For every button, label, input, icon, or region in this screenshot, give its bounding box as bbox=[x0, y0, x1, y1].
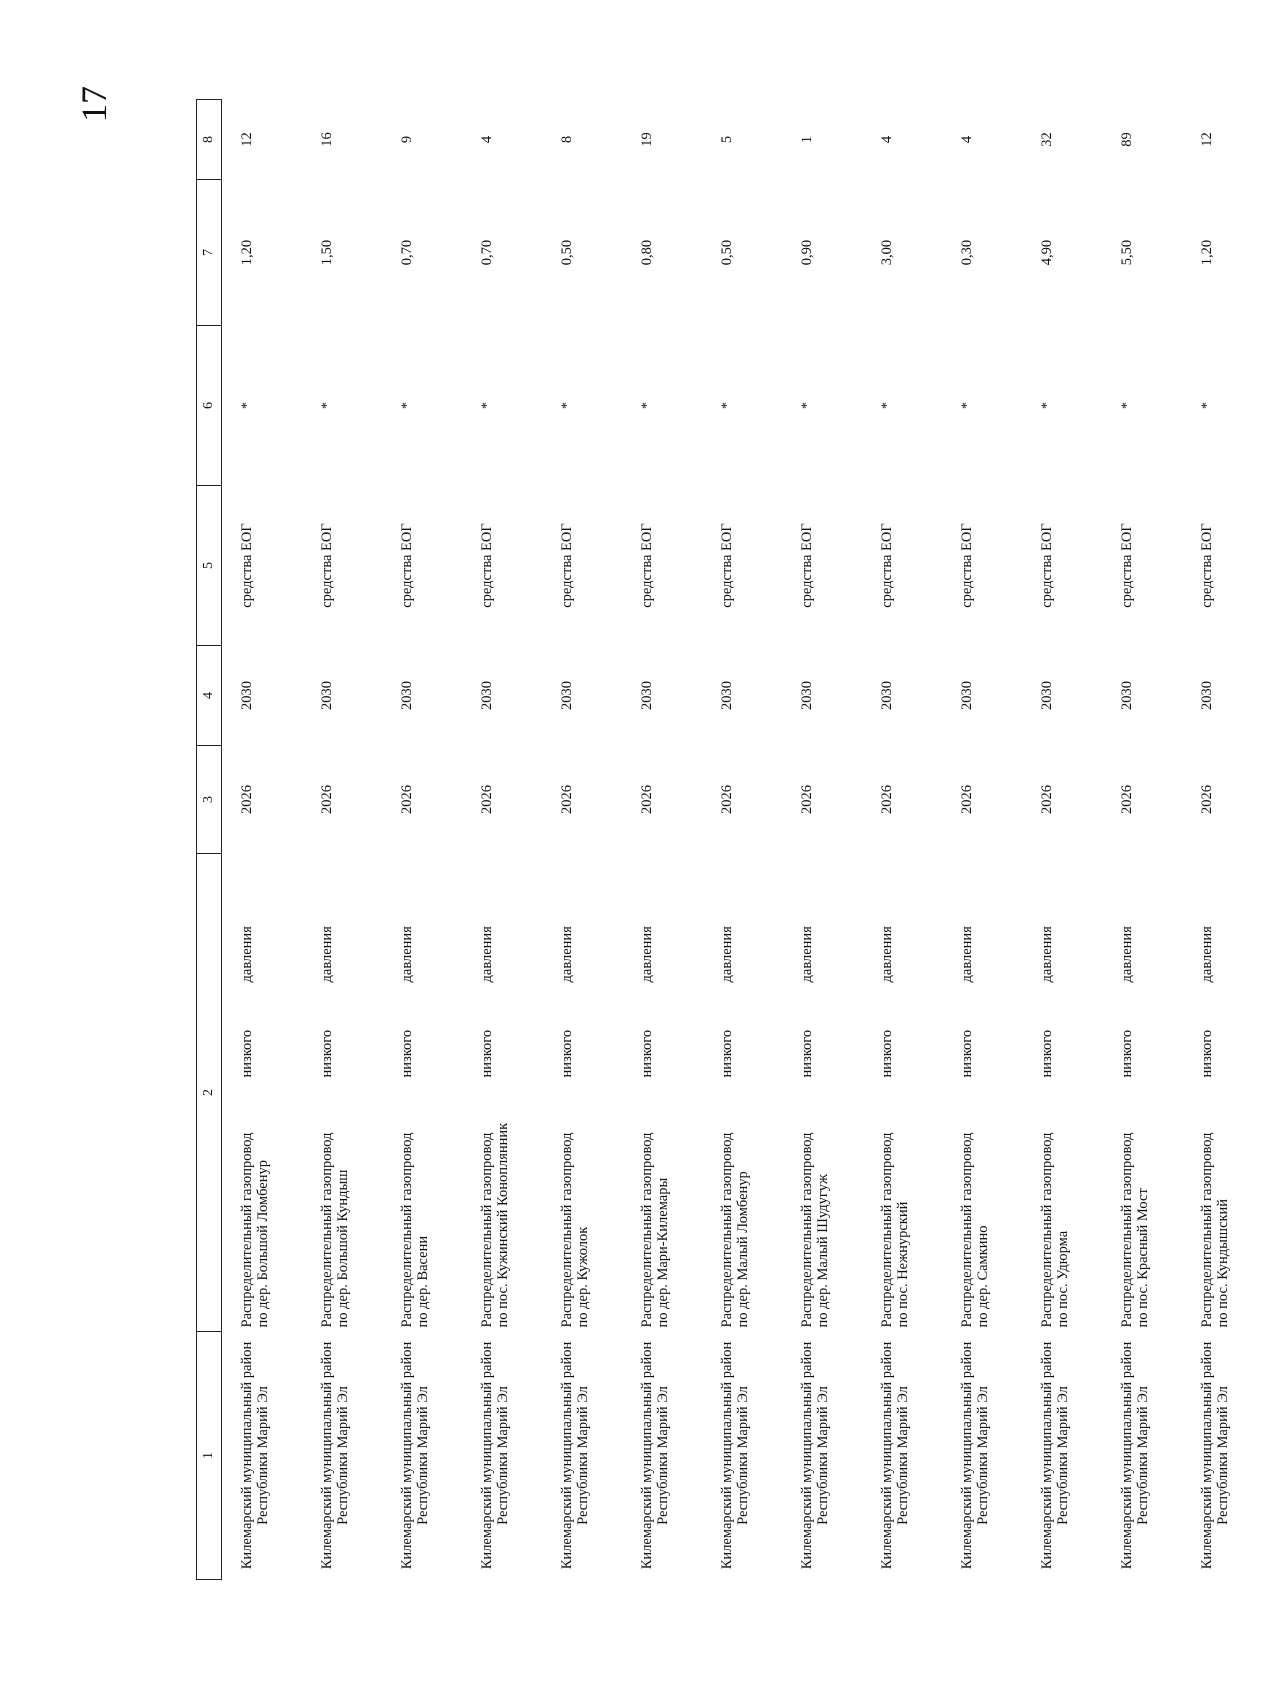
cell-count: 89 bbox=[1119, 132, 1135, 147]
object-line-1: Распределительный газопровод bbox=[719, 1132, 735, 1328]
cell-length: 0,30 bbox=[959, 239, 975, 266]
table-row bbox=[1102, 100, 1182, 1580]
cell-length: 4,90 bbox=[1039, 239, 1055, 266]
cell-start-year: 2026 bbox=[879, 785, 895, 814]
cell-region: Килемарский муниципальный район Республики Марий Эл bbox=[959, 1341, 991, 1570]
cell-end-year: 2030 bbox=[1039, 681, 1055, 710]
object-line-1: Распределительный газопровод bbox=[1119, 1132, 1135, 1328]
column-header-1: 1 bbox=[197, 1332, 222, 1580]
table-row bbox=[1022, 100, 1102, 1580]
object-low: низкого bbox=[639, 1029, 655, 1078]
cell-mark: * bbox=[559, 401, 575, 410]
cell-start-year: 2026 bbox=[239, 785, 255, 814]
table-row bbox=[862, 100, 942, 1580]
object-line-1: Распределительный газопровод bbox=[799, 1132, 815, 1328]
cell-end-year: 2030 bbox=[959, 681, 975, 710]
cell-object bbox=[862, 854, 942, 1332]
cell-count: 9 bbox=[399, 135, 415, 144]
object-pressure: давления bbox=[799, 926, 815, 983]
object-line-1: Распределительный газопровод bbox=[879, 1132, 895, 1328]
object-line-2: по дер. Большой Кундыш bbox=[335, 1169, 351, 1328]
cell-funding-source: средства ЕОГ bbox=[1199, 523, 1215, 608]
cell-length: 0,50 bbox=[719, 239, 735, 266]
cell-end-year: 2030 bbox=[319, 681, 335, 710]
cell-length: 1,20 bbox=[1199, 239, 1215, 266]
cell-region: Килемарский муниципальный район Республики Марий Эл bbox=[399, 1341, 431, 1570]
object-line-2: по дер. Большой Ломбенур bbox=[255, 1160, 271, 1328]
cell-count: 32 bbox=[1039, 132, 1055, 147]
cell-count: 8 bbox=[559, 135, 575, 144]
column-header-4: 4 bbox=[197, 646, 222, 746]
column-header-8: 8 bbox=[197, 100, 222, 180]
object-line-1: Распределительный газопровод bbox=[479, 1132, 495, 1328]
object-pressure: давления bbox=[399, 926, 415, 983]
object-line-2: по пос. Красный Мост bbox=[1135, 1188, 1151, 1328]
table-row bbox=[302, 100, 382, 1580]
object-line-2: по дер. Малый Ломбенур bbox=[735, 1171, 751, 1328]
cell-end-year: 2030 bbox=[239, 681, 255, 710]
object-line-1: Распределительный газопровод bbox=[959, 1132, 975, 1328]
cell-end-year: 2030 bbox=[879, 681, 895, 710]
table-row bbox=[782, 100, 862, 1580]
column-header-2: 2 bbox=[197, 854, 222, 1332]
table-row bbox=[942, 100, 1022, 1580]
object-line-1: Распределительный газопровод bbox=[639, 1132, 655, 1328]
cell-start-year: 2026 bbox=[559, 785, 575, 814]
header-row bbox=[197, 100, 222, 1580]
cell-count: 16 bbox=[319, 132, 335, 147]
cell-region: Килемарский муниципальный район Республики Марий Эл bbox=[719, 1341, 751, 1570]
cell-mark: * bbox=[719, 401, 735, 410]
table-row bbox=[1182, 100, 1262, 1580]
column-header-5: 5 bbox=[197, 486, 222, 646]
cell-length: 1,50 bbox=[319, 239, 335, 266]
cell-length: 0,70 bbox=[479, 239, 495, 266]
column-header-7: 7 bbox=[197, 180, 222, 326]
cell-count: 5 bbox=[719, 135, 735, 144]
cell-end-year: 2030 bbox=[639, 681, 655, 710]
cell-funding-source: средства ЕОГ bbox=[239, 523, 255, 608]
object-pressure: давления bbox=[1119, 926, 1135, 983]
cell-region: Килемарский муниципальный район Республики Марий Эл bbox=[799, 1341, 831, 1570]
cell-length: 0,50 bbox=[559, 239, 575, 266]
cell-length: 0,90 bbox=[799, 239, 815, 266]
cell-region: Килемарский муниципальный район Республики Марий Эл bbox=[479, 1341, 511, 1570]
object-line-2: по пос. Удюрма bbox=[1055, 1230, 1071, 1328]
table-row bbox=[382, 100, 462, 1580]
cell-mark: * bbox=[1039, 401, 1055, 410]
cell-funding-source: средства ЕОГ bbox=[559, 523, 575, 608]
gas-pipeline-table bbox=[196, 99, 1262, 1580]
object-line-2: по дер. Васени bbox=[415, 1235, 431, 1328]
cell-start-year: 2026 bbox=[1039, 785, 1055, 814]
cell-end-year: 2030 bbox=[719, 681, 735, 710]
cell-funding-source: средства ЕОГ bbox=[639, 523, 655, 608]
cell-funding-source: средства ЕОГ bbox=[399, 523, 415, 608]
cell-object bbox=[782, 854, 862, 1332]
cell-length: 3,00 bbox=[879, 239, 895, 266]
object-low: низкого bbox=[719, 1029, 735, 1078]
object-pressure: давления bbox=[319, 926, 335, 983]
object-line-1: Распределительный газопровод bbox=[1039, 1132, 1055, 1328]
cell-start-year: 2026 bbox=[1199, 785, 1215, 814]
cell-object bbox=[702, 854, 782, 1332]
cell-end-year: 2030 bbox=[1119, 681, 1135, 710]
object-pressure: давления bbox=[639, 926, 655, 983]
cell-funding-source: средства ЕОГ bbox=[879, 523, 895, 608]
cell-count: 4 bbox=[959, 135, 975, 144]
cell-count: 1 bbox=[799, 135, 815, 144]
object-pressure: давления bbox=[239, 926, 255, 983]
cell-mark: * bbox=[879, 401, 895, 410]
cell-start-year: 2026 bbox=[959, 785, 975, 814]
object-low: низкого bbox=[799, 1029, 815, 1078]
cell-start-year: 2026 bbox=[479, 785, 495, 814]
cell-mark: * bbox=[1199, 401, 1215, 410]
cell-mark: * bbox=[239, 401, 255, 410]
cell-region: Килемарский муниципальный район Республики Марий Эл bbox=[1199, 1341, 1231, 1570]
cell-mark: * bbox=[399, 401, 415, 410]
cell-region: Килемарский муниципальный район Республики Марий Эл bbox=[1119, 1341, 1151, 1570]
cell-count: 4 bbox=[479, 135, 495, 144]
cell-region: Килемарский муниципальный район Республики Марий Эл bbox=[559, 1341, 591, 1570]
column-header-6: 6 bbox=[197, 326, 222, 486]
cell-length: 1,20 bbox=[239, 239, 255, 266]
object-low: низкого bbox=[479, 1029, 495, 1078]
object-low: низкого bbox=[1039, 1029, 1055, 1078]
cell-count: 12 bbox=[239, 132, 255, 147]
table-body bbox=[222, 100, 1262, 1580]
cell-start-year: 2026 bbox=[319, 785, 335, 814]
cell-start-year: 2026 bbox=[799, 785, 815, 814]
cell-funding-source: средства ЕОГ bbox=[319, 523, 335, 608]
cell-funding-source: средства ЕОГ bbox=[479, 523, 495, 608]
object-pressure: давления bbox=[879, 926, 895, 983]
page-number: 17 bbox=[74, 86, 114, 122]
object-low: низкого bbox=[1199, 1029, 1215, 1078]
cell-end-year: 2030 bbox=[1199, 681, 1215, 710]
object-line-2: по дер. Самкино bbox=[975, 1225, 991, 1328]
cell-mark: * bbox=[799, 401, 815, 410]
cell-funding-source: средства ЕОГ bbox=[1039, 523, 1055, 608]
object-line-2: по пос. Кундышский bbox=[1215, 1198, 1231, 1328]
cell-region: Килемарский муниципальный район Республики Марий Эл bbox=[319, 1341, 351, 1570]
object-line-1: Распределительный газопровод bbox=[559, 1132, 575, 1328]
cell-funding-source: средства ЕОГ bbox=[1119, 523, 1135, 608]
table-row bbox=[462, 100, 542, 1580]
cell-region: Килемарский муниципальный район Республики Марий Эл bbox=[1039, 1341, 1071, 1570]
cell-end-year: 2030 bbox=[559, 681, 575, 710]
object-line-1: Распределительный газопровод bbox=[239, 1132, 255, 1328]
cell-object bbox=[1102, 854, 1182, 1332]
cell-object bbox=[942, 854, 1022, 1332]
object-low: низкого bbox=[1119, 1029, 1135, 1078]
object-line-2: по пос. Нежнурский bbox=[895, 1201, 911, 1328]
object-low: низкого bbox=[879, 1029, 895, 1078]
cell-count: 12 bbox=[1199, 132, 1215, 147]
cell-length: 0,80 bbox=[639, 239, 655, 266]
object-line-1: Распределительный газопровод bbox=[319, 1132, 335, 1328]
cell-object bbox=[382, 854, 462, 1332]
object-line-1: Распределительный газопровод bbox=[399, 1132, 415, 1328]
object-pressure: давления bbox=[719, 926, 735, 983]
object-pressure: давления bbox=[479, 926, 495, 983]
cell-start-year: 2026 bbox=[639, 785, 655, 814]
cell-start-year: 2026 bbox=[719, 785, 735, 814]
object-pressure: давления bbox=[1039, 926, 1055, 983]
object-low: низкого bbox=[319, 1029, 335, 1078]
cell-start-year: 2026 bbox=[399, 785, 415, 814]
cell-end-year: 2030 bbox=[399, 681, 415, 710]
object-low: низкого bbox=[959, 1029, 975, 1078]
cell-object bbox=[462, 854, 542, 1332]
object-low: низкого bbox=[399, 1029, 415, 1078]
cell-region: Килемарский муниципальный район Республики Марий Эл bbox=[879, 1341, 911, 1570]
column-header-3: 3 bbox=[197, 746, 222, 854]
cell-mark: * bbox=[479, 401, 495, 410]
table-row bbox=[542, 100, 622, 1580]
cell-object bbox=[622, 854, 702, 1332]
cell-start-year: 2026 bbox=[1119, 785, 1135, 814]
cell-funding-source: средства ЕОГ bbox=[799, 523, 815, 608]
object-pressure: давления bbox=[1199, 926, 1215, 983]
object-low: низкого bbox=[559, 1029, 575, 1078]
object-line-2: по дер. Малый Шудугуж bbox=[815, 1174, 831, 1328]
cell-count: 4 bbox=[879, 135, 895, 144]
cell-mark: * bbox=[1119, 401, 1135, 410]
table-row bbox=[702, 100, 782, 1580]
cell-funding-source: средства ЕОГ bbox=[959, 523, 975, 608]
cell-length: 5,50 bbox=[1119, 239, 1135, 266]
cell-funding-source: средства ЕОГ bbox=[719, 523, 735, 608]
object-pressure: давления bbox=[559, 926, 575, 983]
cell-count: 19 bbox=[639, 132, 655, 147]
object-line-1: Распределительный газопровод bbox=[1199, 1132, 1215, 1328]
object-line-2: по пос. Кужинский Коноплянник bbox=[495, 1122, 511, 1328]
table-row bbox=[622, 100, 702, 1580]
object-low: низкого bbox=[239, 1029, 255, 1078]
table-row bbox=[222, 100, 303, 1580]
cell-end-year: 2030 bbox=[799, 681, 815, 710]
cell-region: Килемарский муниципальный район Республики Марий Эл bbox=[239, 1341, 271, 1570]
cell-object bbox=[1182, 854, 1262, 1332]
cell-length: 0,70 bbox=[399, 239, 415, 266]
cell-mark: * bbox=[959, 401, 975, 410]
cell-region: Килемарский муниципальный район Республики Марий Эл bbox=[639, 1341, 671, 1570]
cell-object bbox=[222, 854, 303, 1332]
cell-mark: * bbox=[319, 401, 335, 410]
object-line-2: по дер. Кужолок bbox=[575, 1226, 591, 1328]
cell-mark: * bbox=[639, 401, 655, 410]
object-pressure: давления bbox=[959, 926, 975, 983]
cell-object bbox=[542, 854, 622, 1332]
cell-end-year: 2030 bbox=[479, 681, 495, 710]
cell-object bbox=[1022, 854, 1102, 1332]
cell-object bbox=[302, 854, 382, 1332]
object-line-2: по дер. Мари-Килемары bbox=[655, 1177, 671, 1328]
